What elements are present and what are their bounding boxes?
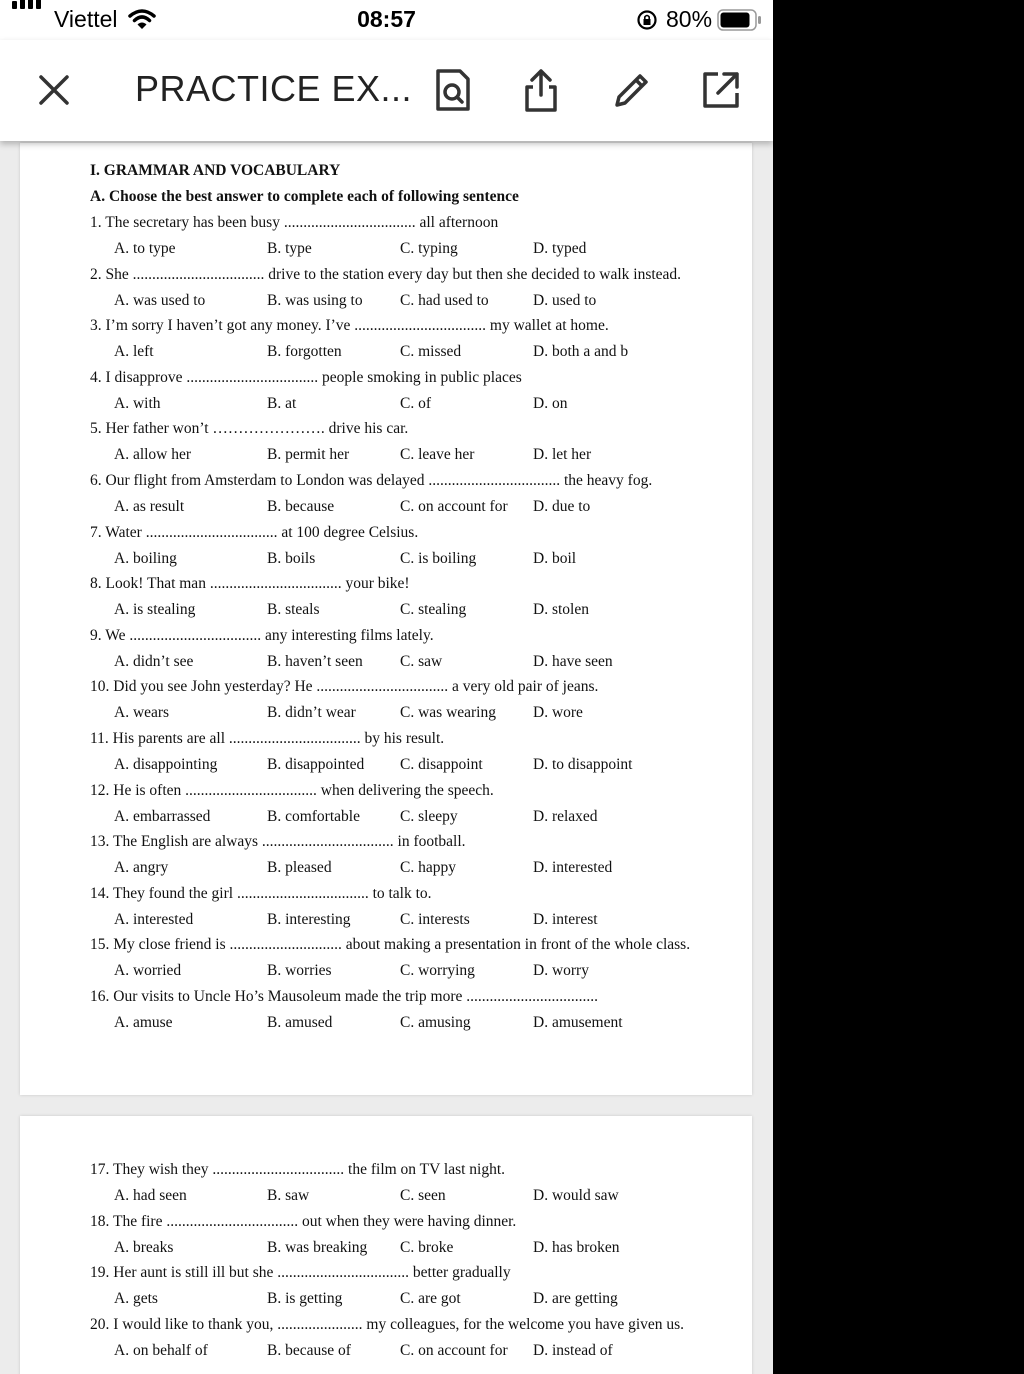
answer-option-b: B. because (267, 498, 335, 515)
answer-option-c: C. had used to (400, 291, 489, 309)
answer-option-b: B. permit her (267, 446, 350, 464)
answer-option-b: B. haven’t seen (267, 652, 363, 670)
question-text: 3. I’m sorry I haven’t got any money. I’ve .................................. my wallet at home. (90, 317, 609, 335)
rotation-lock-icon (636, 9, 658, 31)
answer-option-d: D. wore (533, 704, 583, 722)
answer-option-a: A. amuse (114, 1014, 173, 1031)
question-text: 12. He is often .................................. when delivering the speech. (90, 781, 494, 799)
answer-option-b: B. at (267, 394, 297, 412)
answer-option-b: B. amused (267, 1014, 333, 1031)
answer-option-d: D. amusement (533, 1014, 623, 1031)
answer-option-a: A. breaks (114, 1238, 174, 1256)
answer-option-c: C. worrying (400, 962, 475, 980)
answer-option-c: C. sleepy (400, 807, 458, 825)
answer-option-c: C. disappoint (400, 756, 483, 773)
answer-option-b: B. didn’t wear (267, 704, 356, 722)
answer-option-d: D. has broken (533, 1238, 620, 1256)
answer-option-c: C. happy (400, 859, 456, 877)
question-text: 19. Her aunt is still ill but she .................................. better gradually (90, 1264, 511, 1282)
answer-option-c: C. on account for (400, 498, 508, 515)
answer-option-c: C. are got (400, 1290, 461, 1308)
answer-option-a: A. angry (114, 859, 169, 877)
answer-option-a: A. was used to (114, 291, 206, 309)
answer-option-a: A. disappointing (114, 756, 218, 773)
question-text: 7. Water .................................. at 100 degree Celsius. (90, 523, 419, 541)
answer-option-b: B. was using to (267, 291, 363, 309)
answer-option-d: D. on (533, 394, 568, 412)
answer-option-a: A. as result (114, 498, 185, 515)
answer-option-d: D. boil (533, 549, 577, 567)
open-external-icon[interactable] (698, 67, 744, 113)
question-text: 11. His parents are all .................................. by his result. (90, 730, 445, 747)
answer-option-d: D. instead of (533, 1341, 613, 1359)
answer-option-d: D. to disappoint (533, 756, 633, 773)
document-toolbar (0, 40, 773, 141)
question-text: 9. We .................................. any interesting films lately. (90, 626, 434, 644)
answer-option-a: A. wears (114, 704, 170, 722)
answer-option-b: B. steals (267, 601, 320, 619)
answer-option-a: A. gets (114, 1290, 158, 1308)
question-text: 4. I disapprove .................................. people smoking in public places (90, 368, 522, 386)
answer-option-c: C. broke (400, 1238, 454, 1256)
question-text: 1. The secretary has been busy .................................. all afternoon (90, 214, 499, 231)
answer-option-a: A. had seen (114, 1187, 187, 1204)
question-text: 20. I would like to thank you, ...................... my colleagues, for the welcome you have given us. (90, 1315, 685, 1333)
question-text: 15. My close friend is ............................. about making a presentation in front of the whole class. (90, 936, 691, 954)
question-text: 6. Our flight from Amsterdam to London was delayed .................................. the heavy fog. (90, 472, 653, 489)
answer-option-a: A. didn’t see (114, 652, 194, 670)
answer-option-d: D. typed (533, 240, 587, 257)
section-subheading: A. Choose the best answer to complete each of following sentence (90, 188, 519, 205)
answer-option-a: A. embarrassed (114, 807, 211, 825)
answer-option-b: B. boils (267, 549, 316, 567)
answer-option-a: A. with (114, 394, 161, 412)
answer-option-b: B. because of (267, 1341, 351, 1359)
answer-option-c: C. on account for (400, 1341, 508, 1359)
answer-option-a: A. boiling (114, 549, 177, 567)
question-text: 13. The English are always .................................. in football. (90, 833, 466, 851)
search-document-icon[interactable] (430, 67, 476, 113)
answer-option-b: B. is getting (267, 1290, 343, 1308)
question-text: 18. The fire .................................. out when they were having dinner. (90, 1212, 517, 1230)
answer-option-d: D. used to (533, 291, 597, 309)
answer-option-d: D. interest (533, 910, 598, 928)
answer-option-c: C. interests (400, 910, 470, 928)
document-page-1[interactable] (20, 143, 752, 1095)
answer-option-b: B. comfortable (267, 807, 360, 825)
answer-option-b: B. interesting (267, 910, 351, 928)
answer-option-c: C. leave her (400, 446, 475, 464)
answer-option-c: C. seen (400, 1187, 446, 1204)
answer-option-c: C. stealing (400, 601, 467, 619)
answer-option-d: D. relaxed (533, 807, 598, 825)
answer-option-b: B. worries (267, 962, 332, 980)
question-text: 14. They found the girl .................................. to talk to. (90, 884, 432, 902)
question-text: 16. Our visits to Uncle Ho’s Mausoleum made the trip more .................................. (90, 988, 598, 1005)
share-icon[interactable] (518, 67, 564, 113)
answer-option-a: A. to type (114, 240, 176, 257)
answer-option-d: D. would saw (533, 1187, 619, 1204)
question-text: 17. They wish they .................................. the film on TV last night. (90, 1161, 506, 1178)
answer-option-c: C. is boiling (400, 549, 477, 567)
section-heading: I. GRAMMAR AND VOCABULARY (90, 162, 341, 179)
answer-option-d: D. due to (533, 498, 591, 515)
answer-option-b: B. forgotten (267, 343, 342, 361)
document-title: PRACTICE EX... (135, 68, 413, 109)
answer-option-b: B. saw (267, 1187, 310, 1204)
question-text: 5. Her father won’t …………………. drive his car. (90, 420, 409, 438)
answer-option-c: C. was wearing (400, 704, 496, 722)
question-text: 10. Did you see John yesterday? He .................................. a very old pair of jeans. (90, 678, 599, 696)
answer-option-c: C. amusing (400, 1014, 471, 1031)
answer-option-c: C. missed (400, 343, 462, 361)
question-text: 8. Look! That man .................................. your bike! (90, 575, 410, 593)
answer-option-a: A. allow her (114, 446, 192, 464)
battery-icon (717, 9, 763, 31)
answer-option-b: B. pleased (267, 859, 332, 877)
answer-option-d: D. worry (533, 962, 589, 980)
status-bar (0, 0, 773, 40)
answer-option-a: A. worried (114, 962, 182, 980)
document-page-2[interactable] (20, 1116, 752, 1374)
answer-option-c: C. of (400, 394, 431, 412)
answer-option-d: D. interested (533, 859, 613, 877)
answer-option-d: D. let her (533, 446, 592, 464)
clock: 08:57 (357, 6, 416, 32)
edit-pencil-icon[interactable] (608, 67, 654, 113)
answer-option-a: A. interested (114, 910, 194, 928)
answer-option-a: A. left (114, 343, 154, 361)
answer-option-d: D. both a and b (533, 343, 629, 361)
answer-option-d: D. have seen (533, 652, 613, 670)
answer-option-d: D. are getting (533, 1290, 618, 1308)
answer-option-b: B. type (267, 240, 312, 257)
answer-option-c: C. typing (400, 240, 458, 257)
answer-option-a: A. is stealing (114, 601, 196, 619)
answer-option-a: A. on behalf of (114, 1341, 208, 1359)
answer-option-b: B. disappointed (267, 756, 365, 773)
answer-option-b: B. was breaking (267, 1238, 368, 1256)
carrier-name: Viettel (54, 6, 118, 32)
answer-option-d: D. stolen (533, 601, 589, 619)
answer-option-c: C. saw (400, 652, 443, 670)
question-text: 2. She .................................. drive to the station every day but then she decided to walk instead. (90, 265, 682, 283)
battery-percent: 80% (666, 6, 713, 32)
close-icon[interactable] (31, 67, 77, 113)
